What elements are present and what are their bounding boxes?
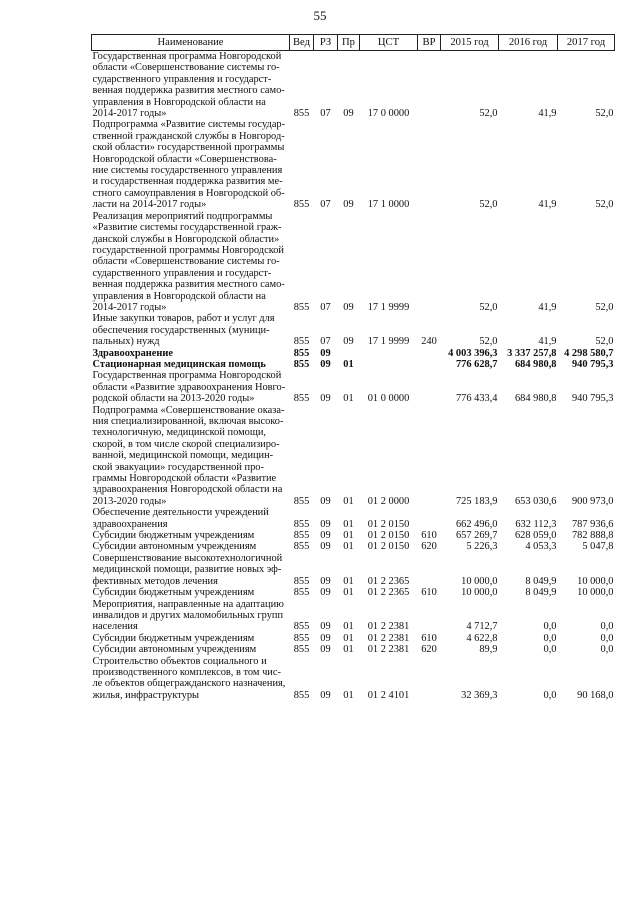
row-rz: 09 <box>320 530 331 542</box>
row-2015: 52,0 <box>479 108 498 120</box>
row-cst: 01 2 2381 <box>367 632 410 644</box>
row-vr <box>418 553 441 587</box>
row-2016: 41,9 <box>538 108 557 120</box>
row-2017: 5 047,8 <box>582 541 614 553</box>
row-2015: 10 000,0 <box>461 575 498 587</box>
row-2016: 653 030,6 <box>514 495 557 507</box>
row-2017: 940 795,3 <box>571 393 614 405</box>
row-pr: 01 <box>343 358 354 370</box>
table-row <box>92 119 615 210</box>
row-2017: 900 973,0 <box>571 495 614 507</box>
header-name: Наименование <box>92 35 290 51</box>
row-2017: 4 298 580,7 <box>564 347 614 359</box>
table-row <box>92 656 615 702</box>
page-number: 55 <box>313 8 327 23</box>
row-cst: 17 0 0000 <box>367 108 410 120</box>
header-rz: РЗ <box>314 35 338 51</box>
row-2015: 89,9 <box>479 644 498 656</box>
row-2016: 0,0 <box>543 632 557 644</box>
row-cst: 01 2 0150 <box>367 541 410 553</box>
table-row <box>92 530 615 541</box>
row-2015: 32 369,3 <box>461 689 498 701</box>
row-rz: 07 <box>320 199 331 211</box>
row-2017: 940 795,3 <box>571 358 614 370</box>
row-vr: 240 <box>421 336 437 348</box>
row-rz: 07 <box>320 108 331 120</box>
table-header-row <box>92 35 615 51</box>
row-ved: 855 <box>293 530 310 542</box>
table-row <box>92 507 615 530</box>
row-2017: 782 888,8 <box>571 530 614 542</box>
row-2015: 52,0 <box>479 336 498 348</box>
row-vr <box>418 51 441 120</box>
row-2016: 8 049,9 <box>525 575 557 587</box>
header-ved: Вед <box>290 35 314 51</box>
row-rz: 09 <box>320 518 331 530</box>
row-pr: 01 <box>343 587 354 599</box>
row-2017: 787 936,6 <box>571 518 614 530</box>
row-name: Государственная программа Новгородской области «Развитие здравоохранения Новго-родской области на 2013-2020 годы» <box>92 370 286 405</box>
row-name: Стационарная медицинская помощь <box>92 358 266 370</box>
row-rz: 07 <box>320 301 331 313</box>
row-2017: 0,0 <box>600 632 614 644</box>
row-2016: 4 053,3 <box>525 541 557 553</box>
row-pr: 01 <box>343 495 354 507</box>
row-name: Подпрограмма «Развитие системы государ-ственной гражданской службы в Новгород-ской области» государственной программы Новгородской области «Совершенствова-ние системы государственного управления и государственная поддержка развития ме-стного самоуправления в Новгородской об-ласти на 2014-2017 годы» <box>92 119 286 211</box>
row-rz: 09 <box>320 587 331 599</box>
row-name: Мероприятия, направленные на адаптацию инвалидов и других маломобильных групп населения <box>92 598 284 633</box>
row-2015: 662 496,0 <box>455 518 498 530</box>
row-ved: 855 <box>293 347 310 359</box>
row-vr: 610 <box>421 587 437 599</box>
row-2017: 52,0 <box>595 336 614 348</box>
header-2017: 2017 год <box>558 35 615 51</box>
header-cst: ЦСТ <box>360 35 418 51</box>
row-pr <box>338 348 360 359</box>
row-vr: 620 <box>421 644 437 656</box>
row-2015: 5 226,3 <box>466 541 498 553</box>
row-name: Совершенствование высокотехнологичной медицинской помощи, развитие новых эф-фективных методов лечения <box>92 552 283 587</box>
row-vr <box>418 405 441 508</box>
row-cst: 01 2 0000 <box>367 495 410 507</box>
row-cst: 01 2 2381 <box>367 621 410 633</box>
row-pr: 09 <box>343 336 354 348</box>
row-2016: 632 112,3 <box>515 518 557 530</box>
row-rz: 09 <box>320 495 331 507</box>
row-vr <box>418 348 441 359</box>
row-name: Строительство объектов социального и производственного комплексов, в том чис-ле объектов общегражданского назначения, жилья, инфраструктуры <box>92 655 286 701</box>
row-rz: 09 <box>320 575 331 587</box>
header-2016: 2016 год <box>499 35 558 51</box>
row-pr: 01 <box>343 644 354 656</box>
table-row <box>92 644 615 655</box>
table-row <box>92 587 615 598</box>
row-2017: 90 168,0 <box>577 689 614 701</box>
row-vr <box>418 656 441 702</box>
row-pr: 09 <box>343 108 354 120</box>
row-ved: 855 <box>293 495 310 507</box>
row-name: Субсидии бюджетным учреждениям <box>92 530 255 542</box>
row-2016: 628 059,0 <box>514 530 557 542</box>
row-rz: 09 <box>320 621 331 633</box>
row-ved: 855 <box>293 644 310 656</box>
row-2015: 4 003 396,3 <box>448 347 498 359</box>
row-cst: 01 2 0150 <box>367 530 410 542</box>
row-cst: 17 1 9999 <box>367 336 410 348</box>
row-2016: 0,0 <box>543 689 557 701</box>
row-2017: 10 000,0 <box>577 575 614 587</box>
row-2017: 52,0 <box>595 108 614 120</box>
row-pr: 09 <box>343 199 354 211</box>
row-name: Обеспечение деятельности учреждений здравоохранения <box>92 507 269 530</box>
row-cst: 01 2 0150 <box>367 518 410 530</box>
row-2015: 725 183,9 <box>455 495 498 507</box>
row-2015: 776 628,7 <box>455 358 498 370</box>
row-rz: 09 <box>320 393 331 405</box>
row-ved: 855 <box>293 621 310 633</box>
row-rz: 09 <box>320 644 331 656</box>
row-rz: 09 <box>320 689 331 701</box>
row-cst: 01 2 2381 <box>367 644 410 656</box>
row-2015: 52,0 <box>479 301 498 313</box>
row-vr: 620 <box>421 541 437 553</box>
row-2015: 776 433,4 <box>455 393 498 405</box>
row-pr: 01 <box>343 530 354 542</box>
row-name: Реализация мероприятий подпрограммы «Развитие системы государственной граж-данской службы в Новгородской области» государственной программы Новгородской области «Совершенствование системы го-сударственного управления и государст-венная поддержка развития местного само-управления в Новгородской области на 2014-2017 годы» <box>92 210 285 313</box>
row-ved: 855 <box>293 393 310 405</box>
row-2017: 52,0 <box>595 301 614 313</box>
row-cst: 01 0 0000 <box>367 393 410 405</box>
row-name: Иные закупки товаров, работ и услуг для обеспечения государственных (муници-пальных) нужд <box>92 313 275 348</box>
row-pr: 01 <box>343 632 354 644</box>
row-vr <box>418 507 441 530</box>
row-vr <box>418 119 441 210</box>
row-2017: 52,0 <box>595 199 614 211</box>
row-pr: 01 <box>343 518 354 530</box>
row-ved: 855 <box>293 336 310 348</box>
row-vr <box>418 370 441 404</box>
table-row <box>92 313 615 347</box>
row-2016: 41,9 <box>538 336 557 348</box>
table-row <box>92 599 615 633</box>
row-cst: 01 2 2365 <box>367 587 410 599</box>
table-row <box>92 348 615 359</box>
row-2016: 0,0 <box>543 644 557 656</box>
row-ved: 855 <box>293 358 310 370</box>
row-2016: 8 049,9 <box>525 587 557 599</box>
budget-table <box>91 34 615 701</box>
row-cst: 01 2 4101 <box>367 689 410 701</box>
row-2015: 52,0 <box>479 199 498 211</box>
row-ved: 855 <box>293 199 310 211</box>
row-rz: 09 <box>320 632 331 644</box>
row-pr: 01 <box>343 541 354 553</box>
row-name: Подпрограмма «Совершенствование оказа-ния специализированной, включая высоко-технологичную, медицинской помощи, скорой, в том числе скорой специализиро-ванной, медицинской помощи, медицин-ской эвакуации» государственной про-граммы Новгородской области «Развитие здравоохранения Новгородской области на 2013-2020 годы» <box>92 404 285 507</box>
table-row <box>92 553 615 587</box>
row-2016: 684 980,8 <box>514 358 557 370</box>
row-cst: 17 1 0000 <box>367 199 410 211</box>
row-name: Государственная программа Новгородской области «Совершенствование системы го-сударственного управления и государст-венная поддержка развития местного само-управления в Новгородской области на 2014-2017 годы» <box>92 51 285 120</box>
row-ved: 855 <box>293 575 310 587</box>
row-2016: 41,9 <box>538 301 557 313</box>
row-rz: 07 <box>320 336 331 348</box>
row-2017: 10 000,0 <box>577 587 614 599</box>
row-cst <box>360 359 418 370</box>
row-ved: 855 <box>293 108 310 120</box>
row-2015: 4 712,7 <box>466 621 498 633</box>
row-2017: 0,0 <box>600 644 614 656</box>
table-row <box>92 370 615 404</box>
row-2016: 3 337 257,8 <box>507 347 557 359</box>
row-vr: 610 <box>421 530 437 542</box>
row-vr: 610 <box>421 632 437 644</box>
row-2016: 41,9 <box>538 199 557 211</box>
row-2017: 0,0 <box>600 621 614 633</box>
row-cst <box>360 348 418 359</box>
row-pr: 09 <box>343 301 354 313</box>
table-row <box>92 51 615 120</box>
header-pr: Пр <box>338 35 360 51</box>
row-pr: 01 <box>343 393 354 405</box>
row-2015: 657 269,7 <box>455 530 498 542</box>
row-2015: 10 000,0 <box>461 587 498 599</box>
row-vr <box>418 599 441 633</box>
row-ved: 855 <box>293 518 310 530</box>
row-2016: 0,0 <box>543 621 557 633</box>
row-pr: 01 <box>343 621 354 633</box>
row-rz: 09 <box>320 358 331 370</box>
header-vr: ВР <box>418 35 441 51</box>
row-2016: 684 980,8 <box>514 393 557 405</box>
table-row <box>92 541 615 552</box>
row-vr <box>418 359 441 370</box>
row-name: Субсидии автономным учреждениям <box>92 644 257 656</box>
row-ved: 855 <box>293 541 310 553</box>
row-pr: 01 <box>343 575 354 587</box>
row-ved: 855 <box>293 301 310 313</box>
row-cst: 01 2 2365 <box>367 575 410 587</box>
row-rz: 09 <box>320 541 331 553</box>
header-2015: 2015 год <box>441 35 499 51</box>
row-pr: 01 <box>343 689 354 701</box>
row-name: Здравоохранение <box>92 347 173 359</box>
table-row <box>92 359 615 370</box>
row-name: Субсидии бюджетным учреждениям <box>92 632 255 644</box>
row-rz: 09 <box>320 347 331 359</box>
table-row <box>92 405 615 508</box>
row-name: Субсидии автономным учреждениям <box>92 541 257 553</box>
row-ved: 855 <box>293 587 310 599</box>
row-2015: 4 622,8 <box>466 632 498 644</box>
row-vr <box>418 211 441 314</box>
row-cst: 17 1 9999 <box>367 301 410 313</box>
row-ved: 855 <box>293 689 310 701</box>
row-ved: 855 <box>293 632 310 644</box>
row-name: Субсидии бюджетным учреждениям <box>92 587 255 599</box>
table-row <box>92 633 615 644</box>
table-row <box>92 211 615 314</box>
